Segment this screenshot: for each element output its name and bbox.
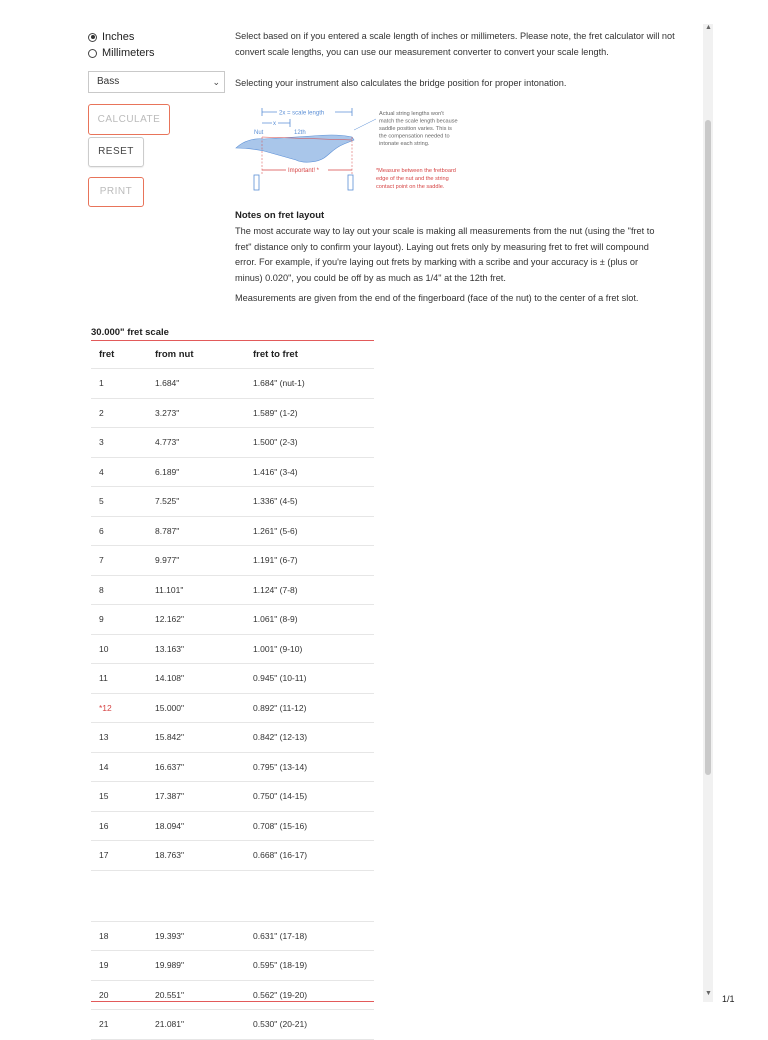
- diagram-label-12th: 12th: [294, 130, 306, 136]
- cell-fret-to-fret: 0.795" (13-14): [253, 761, 308, 772]
- scroll-up-icon[interactable]: ▲: [705, 24, 712, 31]
- header-from-nut: from nut: [155, 349, 194, 360]
- table-row: [91, 981, 374, 1011]
- reset-button[interactable]: RESET: [88, 137, 144, 167]
- cell-fret: 5: [99, 496, 104, 507]
- cell-from-nut: 12.162": [155, 614, 185, 625]
- cell-fret: 13: [99, 732, 109, 743]
- cell-from-nut: 7.525": [155, 496, 180, 507]
- table-row: [91, 546, 374, 576]
- cell-fret: 7: [99, 555, 104, 566]
- cell-fret: 18: [99, 930, 109, 941]
- cell-fret-to-fret: 0.562" (19-20): [253, 989, 308, 1000]
- cell-from-nut: 4.773": [155, 437, 180, 448]
- table-row: [91, 635, 374, 665]
- table-row: [91, 368, 374, 399]
- scale-note: Select based on if you entered a scale length of inches or millimeters. Please note, the fret calculator will not convert scale lengths, you can use our measurement converter to convert your scale length.: [235, 31, 675, 57]
- table-bottom-border: [91, 1001, 374, 1002]
- cell-from-nut: 8.787": [155, 525, 180, 536]
- diagram-label-important: Important! *: [288, 168, 320, 174]
- fret-table: [91, 340, 374, 1040]
- table-row: [91, 399, 374, 429]
- diagram-side-note-3: saddle position varies. This is: [379, 126, 452, 132]
- table-row: [91, 428, 374, 458]
- cell-from-nut: 3.273": [155, 407, 180, 418]
- cell-fret: 4: [99, 466, 104, 477]
- instrument-select-value: Bass: [97, 76, 120, 87]
- cell-fret-to-fret: 0.892" (11-12): [253, 702, 307, 713]
- diagram-label-2x: 2x = scale length: [279, 110, 325, 117]
- table-header: [91, 341, 374, 368]
- cell-fret: 14: [99, 761, 109, 772]
- diagram-side-note-1: Actual string lengths won't: [379, 111, 444, 117]
- cell-fret: 16: [99, 820, 109, 831]
- print-button[interactable]: PRINT: [88, 177, 144, 207]
- notes-paragraph-2: Measurements are given from the end of the fingerboard (face of the nut) to the center of a fret slot.: [235, 293, 639, 303]
- table-row: [91, 458, 374, 488]
- cell-fret: 1: [99, 378, 104, 389]
- cell-fret: 19: [99, 960, 109, 971]
- cell-from-nut: 14.108": [155, 673, 185, 684]
- cell-fret-to-fret: 0.631" (17-18): [253, 930, 308, 941]
- table-row: [91, 753, 374, 783]
- cell-fret: 6: [99, 525, 104, 536]
- cell-fret-to-fret: 1.416" (3-4): [253, 466, 298, 477]
- cell-from-nut: 20.551": [155, 989, 185, 1000]
- cell-from-nut: 19.393": [155, 930, 185, 941]
- diagram-side-note-5: intonate each string.: [379, 141, 430, 147]
- table-row: [91, 517, 374, 547]
- cell-fret-to-fret: 0.668" (16-17): [253, 850, 308, 861]
- header-fret: fret: [99, 349, 115, 360]
- page-indicator: 1/1: [722, 994, 735, 1004]
- cell-from-nut: 1.684": [155, 378, 180, 389]
- cell-from-nut: 18.763": [155, 850, 185, 861]
- cell-from-nut: 13.163": [155, 643, 185, 654]
- calculate-button[interactable]: CALCULATE: [88, 104, 170, 135]
- cell-fret: 20: [99, 989, 109, 1000]
- cell-from-nut: 21.081": [155, 1019, 185, 1030]
- table-row: [91, 664, 374, 694]
- table-title: 30.000" fret scale: [91, 327, 169, 338]
- cell-fret: 3: [99, 437, 104, 448]
- inches-label: Inches: [102, 31, 135, 43]
- cell-fret-to-fret: 1.261" (5-6): [253, 525, 298, 536]
- diagram-label-x: x: [273, 121, 276, 127]
- page-break-gap: [91, 871, 374, 921]
- cell-from-nut: 9.977": [155, 555, 180, 566]
- cell-fret: 8: [99, 584, 104, 595]
- cell-fret-to-fret: 1.124" (7-8): [253, 584, 298, 595]
- notes-title: Notes on fret layout: [235, 210, 325, 221]
- cell-fret: 15: [99, 791, 109, 802]
- millimeters-radio-dot[interactable]: [88, 49, 97, 58]
- table-row: [91, 782, 374, 812]
- table-row: [91, 605, 374, 635]
- cell-fret-to-fret: 0.842" (12-13): [253, 732, 308, 743]
- svg-text:Actual string lengths won't: [379, 111, 459, 147]
- cell-fret-to-fret: 1.191" (6-7): [253, 555, 298, 566]
- diagram-side-note-2: match the scale length because: [379, 118, 458, 125]
- table-row: [91, 812, 374, 842]
- cell-fret: 9: [99, 614, 104, 625]
- inches-radio[interactable]: [88, 31, 134, 43]
- table-row: [91, 921, 374, 952]
- cell-from-nut: 11.101": [155, 584, 184, 595]
- cell-fret-to-fret: 0.595" (18-19): [253, 960, 308, 971]
- table-row: [91, 694, 374, 724]
- chevron-down-icon: ⌄: [212, 77, 220, 87]
- scroll-down-icon[interactable]: ▼: [705, 990, 712, 997]
- instrument-select[interactable]: [88, 71, 225, 93]
- cell-fret-to-fret: 0.945" (10-11): [253, 673, 307, 684]
- cell-fret: 21: [99, 1019, 109, 1030]
- cell-fret: 2: [99, 407, 104, 418]
- table-row: [91, 723, 374, 753]
- table-row: [91, 841, 374, 871]
- table-row: [91, 576, 374, 606]
- table-rows-b: [91, 921, 374, 1040]
- diagram-red-note-2: edge of the nut and the string: [376, 176, 449, 182]
- cell-fret-to-fret: 0.708" (15-16): [253, 820, 308, 831]
- cell-from-nut: 16.637": [155, 761, 185, 772]
- cell-from-nut: 18.094": [155, 820, 185, 831]
- inches-radio-dot[interactable]: [88, 33, 97, 42]
- bridge-note: Selecting your instrument also calculates the bridge position for proper intonation.: [235, 78, 567, 88]
- cell-fret-to-fret: 1.500" (2-3): [253, 437, 298, 448]
- svg-text:*Measure between the fretboard: [376, 168, 457, 190]
- cell-fret-to-fret: 0.750" (14-15): [253, 791, 308, 802]
- cell-from-nut: 17.387": [155, 791, 185, 802]
- diagram-red-note-3: contact point on the saddle.: [376, 184, 445, 190]
- cell-from-nut: 15.842": [155, 732, 185, 743]
- cell-from-nut: 6.189": [155, 466, 180, 477]
- diagram-red-note-1: *Measure between the fretboard: [376, 168, 456, 174]
- scrollbar-thumb[interactable]: [705, 120, 711, 775]
- cell-fret-to-fret: 1.001" (9-10): [253, 643, 303, 654]
- cell-fret: 11: [99, 673, 108, 684]
- header-fret-to-fret: fret to fret: [253, 349, 298, 360]
- cell-fret: 10: [99, 643, 109, 654]
- cell-fret: 17: [99, 850, 109, 861]
- table-row: [91, 487, 374, 517]
- cell-from-nut: 19.989": [155, 960, 185, 971]
- table-row: [91, 951, 374, 981]
- diagram-label-nut: Nut: [254, 130, 264, 136]
- millimeters-radio[interactable]: [88, 47, 155, 59]
- notes-paragraph-1: The most accurate way to lay out your scale is making all measurements from the nut (using the "fret to fret" distance only to confirm your layout). Laying out frets only by measuring fret to fret will compound error. For example, if you're laying out frets by marking with a scribe and your accuracy is ± (plus or minus) 0.020", you could be off by as much as 1/4" at the 12th fret.: [235, 226, 655, 283]
- cell-fret-to-fret: 1.684" (nut-1): [253, 378, 305, 389]
- scale-length-diagram: [234, 104, 494, 196]
- diagram-side-note-4: the compensation needed to: [379, 133, 450, 140]
- table-row: [91, 1010, 374, 1040]
- millimeters-label: Millimeters: [102, 47, 155, 59]
- cell-fret-to-fret: 1.061" (8-9): [253, 614, 298, 625]
- cell-fret-to-fret: 1.336" (4-5): [253, 496, 298, 507]
- cell-from-nut: 15.000": [155, 702, 185, 713]
- table-rows-a: [91, 368, 374, 871]
- cell-fret-to-fret: 1.589" (1-2): [253, 407, 298, 418]
- cell-fret-to-fret: 0.530" (20-21): [253, 1019, 308, 1030]
- cell-fret: *12: [99, 702, 112, 713]
